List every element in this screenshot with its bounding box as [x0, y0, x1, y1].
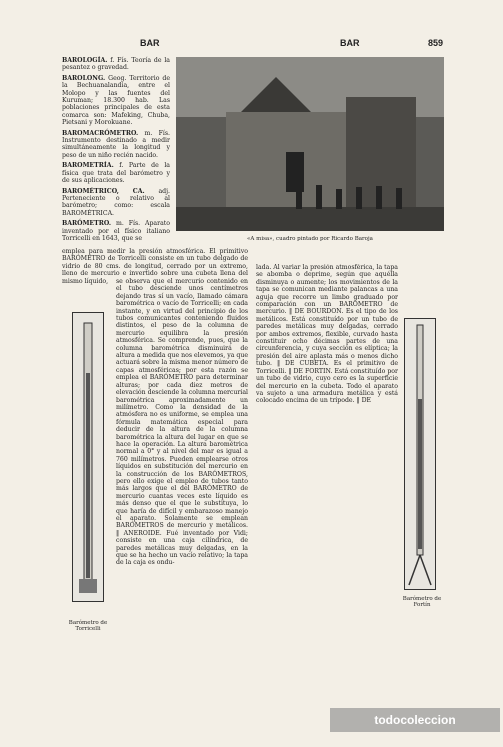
header-center: BAR	[340, 38, 360, 48]
entry: BAROMÉTRICO, CA. adj. Perteneciente o relativo al barómetro; como: escala BAROMÉTRICA.	[62, 187, 170, 217]
torricelli-caption: Barómetro de Torricelli	[68, 620, 108, 632]
watermark-logo: todocoleccion	[374, 713, 456, 727]
full-line-text: emplea para medir la presión atmosférica. El primitivo BARÓMETRO de Torricelli consiste en un tubo delgado de vidrio de 80 cms. de longitud, cerrado por un extremo, lleno de mercurio e invertido sobre una cubeta llena del mismo líquido,	[62, 248, 248, 285]
torricelli-barometer-image	[72, 312, 104, 602]
left-column	[62, 57, 170, 245]
entry: BAROLOGÍA. f. Fís. Teoría de la pesantez o gravedad.	[62, 57, 170, 72]
photo-caption: «A misa», cuadro pintado por Ricardo Baroja	[247, 236, 373, 242]
entry: BAROMACRÓMETRO. m. Fís. Instrumento destinado a medir simultáneamente la longitud y peso de un niño recién nacido.	[62, 129, 170, 159]
header-left: BAR	[140, 38, 160, 48]
page-number: 859	[427, 38, 443, 48]
church-scene-image	[176, 57, 444, 231]
middle-column: se observa que el mercurio contenido en el tubo desciende unos centímetros dejando tras sí un vacío, llamado cámara barométrica o vacío de Torricelli; en cada instante, y en virtud del principio de los tubos comunicantes conteniendo fluidos distintos, el peso de la columna de mercurio equilibra la presión atmosférica. Se comprende, pues, que la columna barométrica disminuirá de altura a medida que nos elevemos, ya que actuará sobre la misma menor número de capas atmosféricas; por esta razón se emplea el BARÓMETRO para determinar alturas; por cada diez metros de elevación desciende la columna mercurial barométrica aproximadamente un milímetro. Como la densidad de la atmósfera no es uniforme, se emplea una fórmula matemática especial para deducir de la altura de la columna barométrica la altura del lugar en que se hace la operación. La altura barométrica normal a 0° y al nivel del mar es igual a 760 milímetros. Pueden emplearse otros líquidos en substitución del mercurio en la construcción de los BARÓMETROS, pero ello exige el empleo de tubos tanto más largos que el del BARÓMETRO de mercurio cuantas veces este líquido es más denso que el que le substituya, lo que haría de difícil y embarazoso manejo el aparato. Solamente se emplean BARÓMETROS de mercurio y metálicos. ‖ ANEROIDE. Fué inventado por Vidi; consiste en una caja cilíndrica, de paredes metálicas muy delgadas, en la que se ha hecho un vacío relativo; la tapa de la caja es ondu-	[116, 278, 248, 567]
entry: BAROLONG. Geog. Territorio de la Bechuanalandia, entre el Molopo y las fuentes del Kuruman; 18.300 hab. Las poblaciones principales de esta comarca son: Mafeking, Chuba, Pietsani y Morokuane.	[62, 74, 170, 127]
fortin-caption: Barómetro de Fortín	[402, 596, 442, 608]
right-column: lada. Al variar la presión atmosférica, la tapa se abomba o deprime, según que aquélla disminuya o aumente; los movimientos de la tapa se comunican mediante palancas a una aguja que recorre un limbo graduado por comparación con un BARÓMETRO de mercurio. ‖ DE BOURDON. Es el tipo de los metálicos. Está constituído por un tubo de paredes metálicas muy delgadas, cerrado por ambos extremos, flexible, curvado hasta constituir ocho décimas partes de una circunferencia, y cuya sección es elíptica; la presión del aire aplasta más o menos dicho tubo. ‖ DE CUBETA. Es el primitivo de Torricelli. ‖ DE FORTIN. Está constituído por un tubo de vidrio, cuyo cero es la superficie del mercurio en la cubeta. Todo el aparato va sujeto a una armadura metálica y está colocado encima de un trípode. ‖ DE	[256, 264, 398, 405]
fortin-barometer-image	[404, 318, 436, 590]
painting-photo	[176, 57, 444, 231]
entry: BAROMETRÍA. f. Parte de la física que trata del barómetro y de sus aplicaciones.	[62, 162, 170, 185]
running-header	[60, 38, 443, 50]
entry: BARÓMETRO. m. Fís. Aparato inventado por el físico italiano Torricelli en 1643, que se	[62, 220, 170, 242]
